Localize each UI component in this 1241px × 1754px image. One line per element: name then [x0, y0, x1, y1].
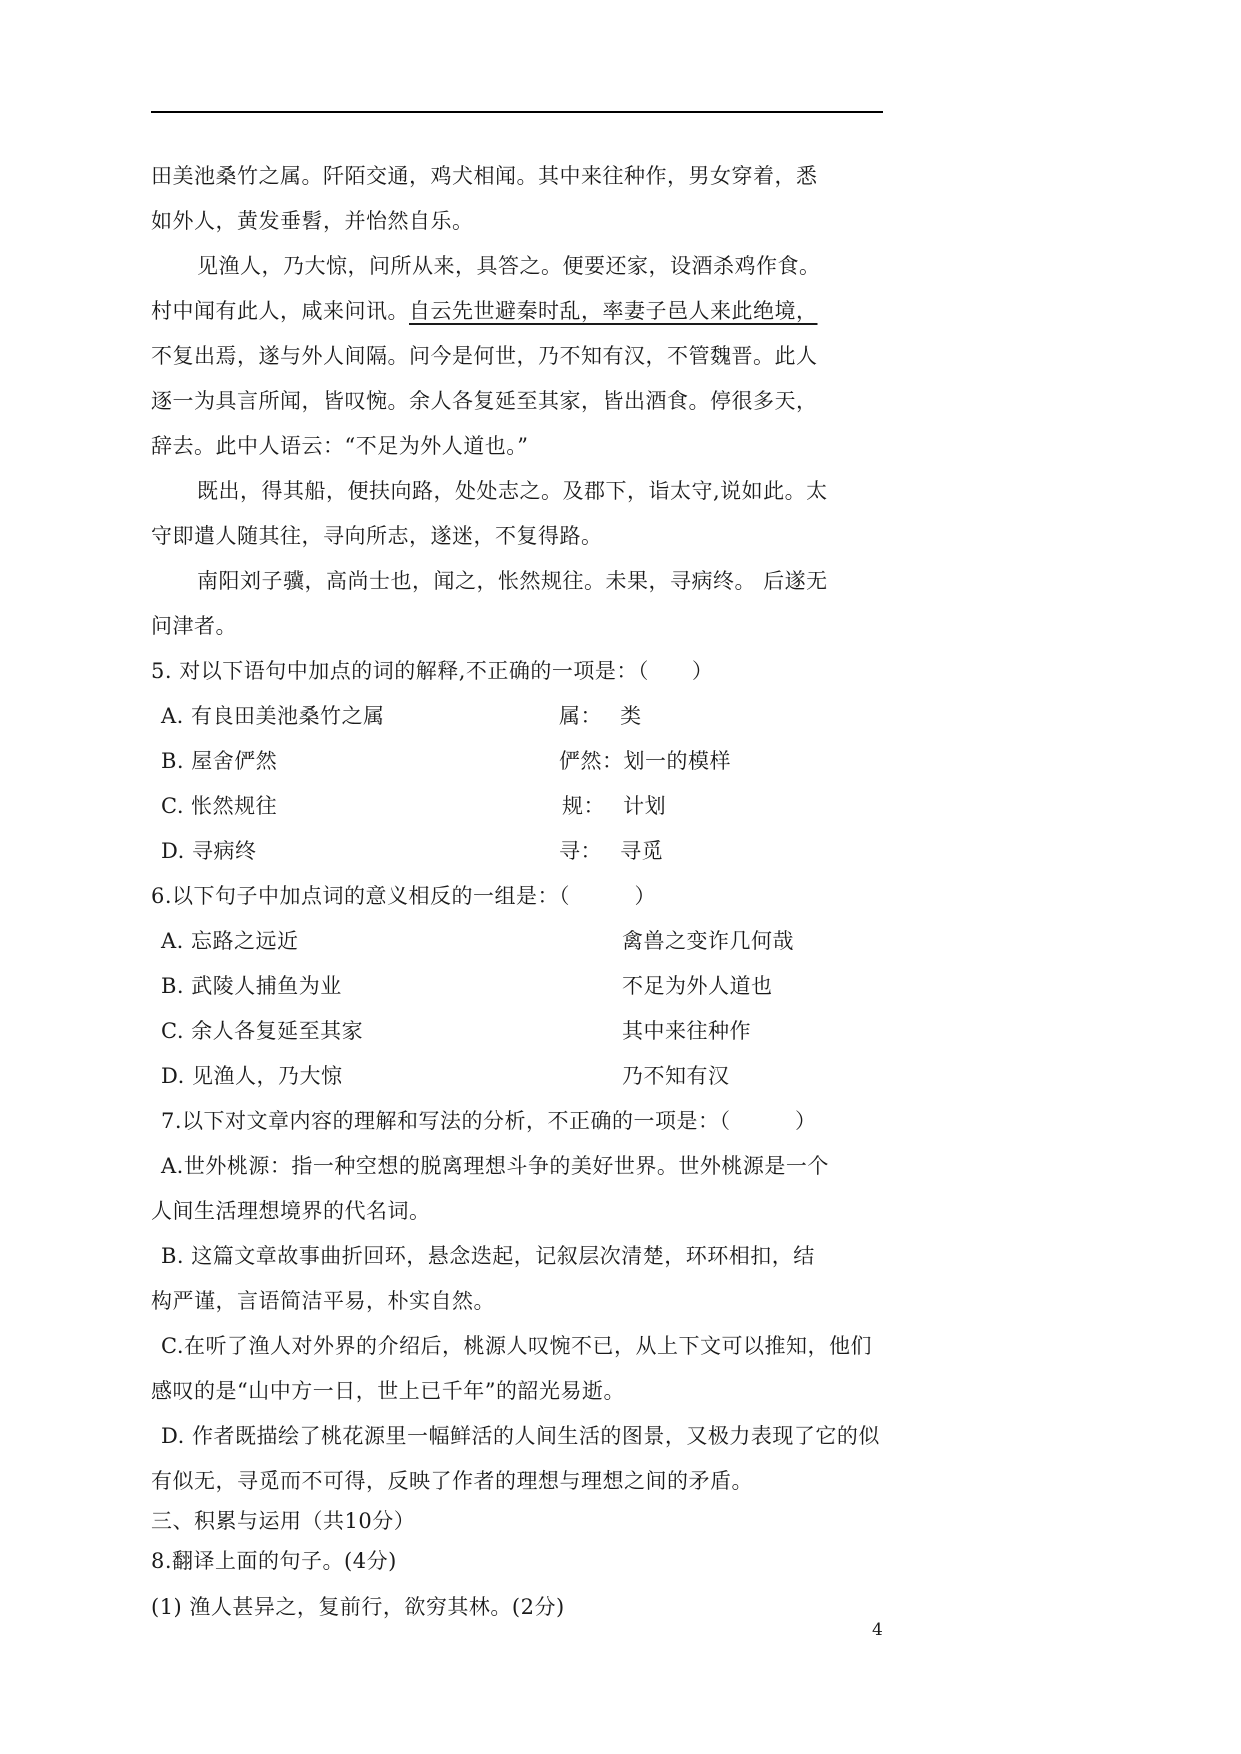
option-gloss: 寻： 寻觅	[559, 839, 664, 863]
option-pair: 乃不知有汉	[622, 1064, 730, 1088]
option-text: B. 屋舍俨然	[161, 749, 278, 773]
option-gloss: 俨然：划一的模样	[559, 749, 731, 773]
option-text: D. 见渔人，乃大惊	[161, 1064, 343, 1088]
passage-line: 既出，得其船，便扶向路，处处志之。及郡下，诣太守,说如此。太	[197, 479, 828, 503]
option-text: D. 寻病终	[161, 839, 257, 863]
passage-line: 问津者。	[151, 614, 237, 638]
passage-line: 不复出焉，遂与外人间隔。问今是何世，乃不知有汉，不管魏晋。此人	[151, 344, 818, 368]
option-d	[161, 1062, 730, 1090]
option-text: C. 余人各复延至其家	[161, 1019, 364, 1043]
question-8: 8.翻译上面的句子。(4分)	[151, 1549, 397, 1573]
option-pair: 禽兽之变诈几何哉	[622, 929, 794, 953]
question-stem: 6.以下句子中加点词的意义相反的一组是：（ ）	[151, 884, 657, 908]
option-a	[161, 702, 642, 730]
option-b	[161, 972, 773, 1000]
option-d: D. 作者既描绘了桃花源里一幅鲜活的人间生活的图景，又极力表现了它的似	[161, 1424, 880, 1448]
passage-line: 逐一为具言所闻，皆叹惋。余人各复延至其家，皆出酒食。停很多天，	[151, 389, 818, 413]
passage-line	[151, 297, 818, 325]
option-pair: 其中来往种作	[622, 1019, 751, 1043]
option-gloss: 规： 计划	[562, 794, 667, 818]
question-stem: 5. 对以下语句中加点的词的解释,不正确的一项是：（ ）	[151, 659, 714, 683]
option-text: A. 有良田美池桑竹之属	[161, 704, 385, 728]
option-d	[161, 837, 664, 865]
header-rule	[151, 111, 883, 113]
passage-line: 南阳刘子骥，高尚士也，闻之，怅然规往。未果，寻病终。 后遂无	[197, 569, 828, 593]
passage-line: 见渔人，乃大惊，问所从来，具答之。便要还家，设酒杀鸡作食。	[197, 254, 821, 278]
option-text: B. 武陵人捕鱼为业	[161, 974, 342, 998]
passage-line: 守即遣人随其往，寻向所志，遂迷，不复得路。	[151, 524, 603, 548]
option-a-cont: 人间生活理想境界的代名词。	[151, 1199, 431, 1223]
page-number: 4	[872, 1620, 883, 1640]
passage-line: 田美池桑竹之属。阡陌交通，鸡犬相闻。其中来往种作，男女穿着，悉	[151, 164, 818, 188]
option-text: C. 怅然规往	[161, 794, 278, 818]
option-pair: 不足为外人道也	[622, 974, 773, 998]
underlined-sentence: 自云先世避秦时乱，率妻子邑人来此绝境，	[409, 299, 818, 323]
question-stem: 7.以下对文章内容的理解和写法的分析，不正确的一项是：（ ）	[161, 1109, 817, 1133]
passage-line: 辞去。此中人语云：“不足为外人道也。”	[151, 434, 529, 458]
option-b-cont: 构严谨，言语简洁平易，朴实自然。	[151, 1289, 495, 1313]
option-a: A.世外桃源：指一种空想的脱离理想斗争的美好世界。世外桃源是一个	[161, 1154, 829, 1178]
question-8-1: (1) 渔人甚异之，复前行，欲穷其林。(2分)	[151, 1595, 565, 1619]
option-c: C.在听了渔人对外界的介绍后，桃源人叹惋不已，从上下文可以推知，他们	[161, 1334, 872, 1358]
option-c	[161, 792, 667, 820]
option-text: A. 忘路之远近	[161, 929, 299, 953]
option-c-cont: 感叹的是“山中方一日，世上已千年”的韶光易逝。	[151, 1379, 625, 1403]
option-b	[161, 747, 731, 775]
passage-text: 村中闻有此人，咸来问讯。	[151, 299, 409, 323]
option-gloss: 属： 类	[559, 704, 642, 728]
option-b: B. 这篇文章故事曲折回环，悬念迭起，记叙层次清楚，环环相扣，结	[161, 1244, 815, 1268]
option-d-cont: 有似无，寻觅而不可得，反映了作者的理想与理想之间的矛盾。	[151, 1469, 753, 1493]
option-a	[161, 927, 794, 955]
passage-line: 如外人，黄发垂髫，并怡然自乐。	[151, 209, 474, 233]
section-title: 三、积累与运用（共10分）	[151, 1509, 416, 1533]
option-c	[161, 1017, 751, 1045]
